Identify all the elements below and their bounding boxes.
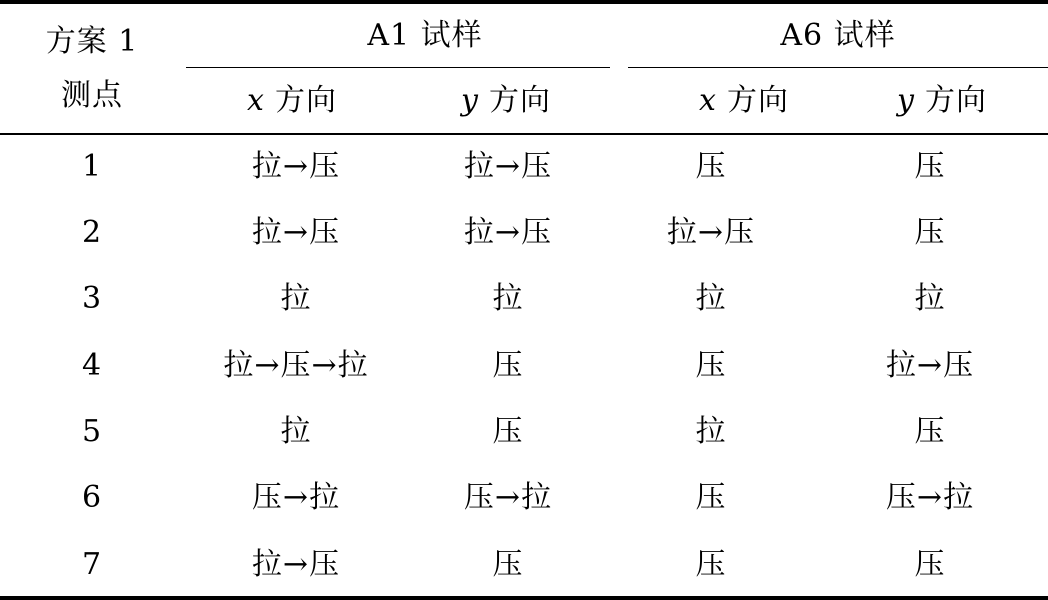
table-cell: 压→拉 [885,480,975,515]
point-label: 6 [81,480,103,515]
table-cell: 拉→压 [251,215,341,250]
table-cell: 拉→压 [463,149,553,184]
point-label: 3 [81,281,103,316]
table-cell: 压 [914,215,946,250]
table-cell: 拉 [492,281,524,316]
table-cell: 压 [695,547,727,582]
table-cell: 压→拉 [463,480,553,515]
table-top-rule [0,0,1048,4]
col-header-a6-y [897,83,987,118]
col-header-a1-y [461,83,551,118]
point-label: 7 [81,547,103,582]
table-cell: 拉 [695,414,727,449]
col-header-a1-x [247,83,337,118]
axis-var: y [461,83,479,118]
point-label: 4 [81,348,103,383]
table-cell: 压 [914,414,946,449]
table-cell: 压→拉 [251,480,341,515]
axis-var: y [897,83,915,118]
col-header-text: 方向 [274,83,337,118]
point-label: 2 [81,215,103,250]
row-header-point: 测点 [61,78,123,113]
a1-group-rule [186,67,610,68]
table-cell: 拉→压 [251,547,341,582]
point-label: 1 [81,149,103,184]
table-cell: 压 [492,348,524,383]
group-title-a1: A1 试样 [367,18,483,53]
table-bottom-rule [0,596,1048,600]
table-cell: 拉→压 [666,215,756,250]
table-cell: 拉 [914,281,946,316]
axis-var: x [247,83,265,118]
table-cell: 拉 [695,281,727,316]
table-cell: 拉 [280,414,312,449]
table-cell: 压 [914,149,946,184]
table-cell: 压 [695,149,727,184]
col-header-text: 方向 [924,83,987,118]
table-cell: 拉→压→拉 [223,348,369,383]
a6-group-rule [628,67,1048,68]
col-header-text: 方向 [726,83,789,118]
table-cell: 拉→压 [251,149,341,184]
table-cell: 拉 [280,281,312,316]
table-cell: 压 [695,480,727,515]
table-cell: 压 [695,348,727,383]
table-cell: 压 [492,414,524,449]
table-cell: 压 [914,547,946,582]
group-title-a6: A6 试样 [780,18,896,53]
table-cell: 拉→压 [463,215,553,250]
table-cell: 拉→压 [885,348,975,383]
point-label: 5 [81,414,103,449]
col-header-a6-x [699,83,789,118]
table-cell: 压 [492,547,524,582]
header-bottom-rule [0,133,1048,135]
axis-var: x [699,83,717,118]
col-header-text: 方向 [488,83,551,118]
row-header-scheme: 方案 1 [45,24,139,59]
